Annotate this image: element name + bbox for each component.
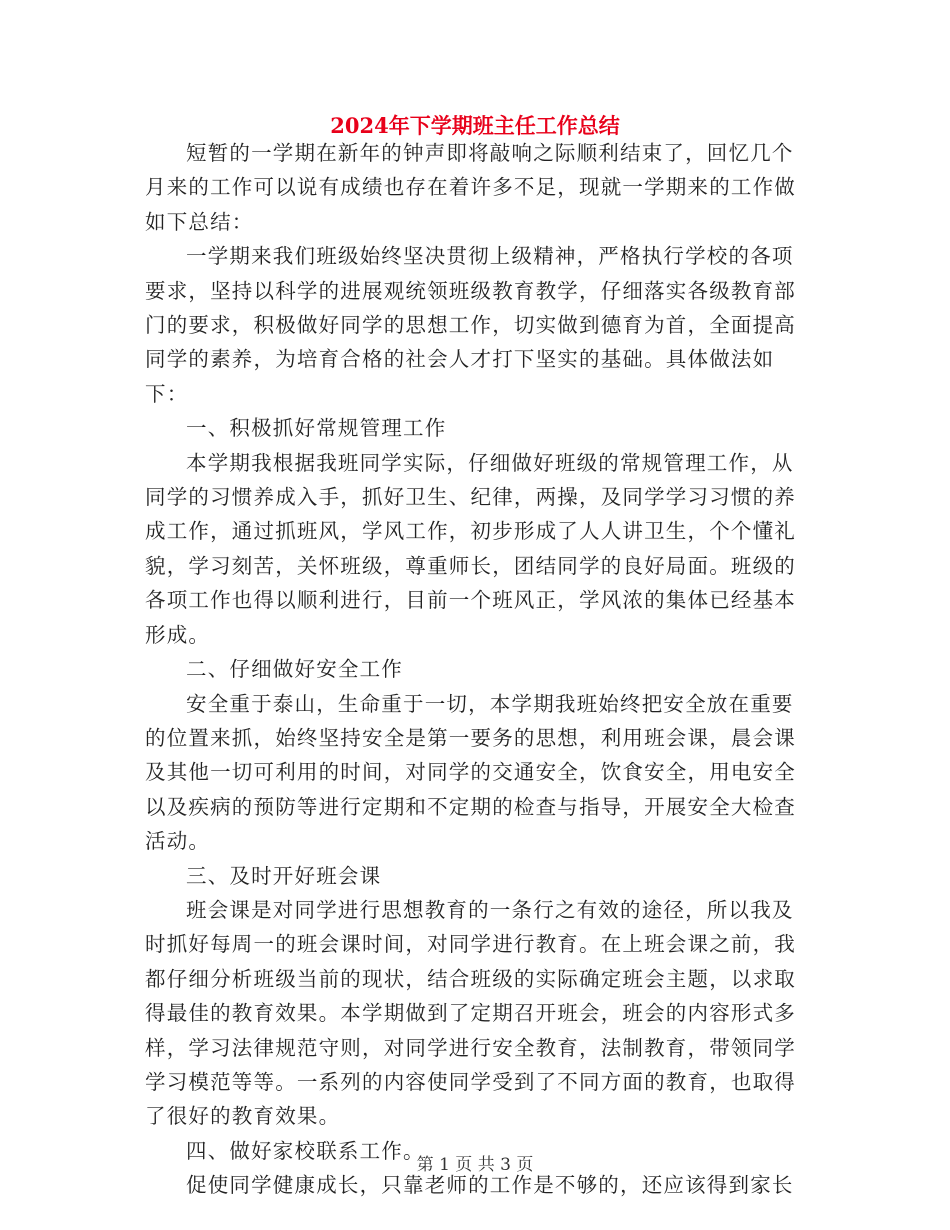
- paragraph-section-1: 本学期我根据我班同学实际，仔细做好班级的常规管理工作，从同学的习惯养成入手，抓好卫生、纪律，两操，及同学学习习惯的养成工作，通过抓班风，学风工作，初步形成了人人讲卫生，个个懂礼貌，学习刻苦，关怀班级，尊重师长，团结同学的良好局面。班级的各项工作也得以顺利进行，目前一个班风正，学风浓的集体已经基本形成。: [145, 450, 796, 647]
- paragraph-section-4: 促使同学健康成长，只靠老师的工作是不够的，还应该得到家长: [186, 1173, 794, 1198]
- paragraph-section-2: 安全重于泰山，生命重于一切，本学期我班始终把安全放在重要的位置来抓，始终坚持安全是第一要务的思想，利用班会课，晨会课及其他一切可利用的时间，对同学的交通安全，饮食安全，用电安全以及疾病的预防等进行定期和不定期的检查与指导，开展安全大检查活动。: [145, 691, 796, 854]
- document-title: 2024年下学期班主任工作总结: [330, 113, 620, 138]
- paragraph-intro: 短暂的一学期在新年的钟声即将敲响之际顺利结束了，回忆几个月来的工作可以说有成绩也存在着许多不足，现就一学期来的工作做如下总结：: [145, 141, 796, 234]
- page-number: 第 1 页 共 3 页: [416, 1155, 534, 1175]
- section-heading-3: 三、及时开好班会课: [186, 863, 382, 888]
- section-heading-1: 一、积极抓好常规管理工作: [186, 416, 447, 441]
- paragraph-section-3: 班会课是对同学进行思想教育的一条行之有效的途径，所以我及时抓好每周一的班会课时间，对同学进行教育。在上班会课之前，我都仔细分析班级当前的现状，结合班级的实际确定班会主题，以求取得最佳的教育效果。本学期做到了定期召开班会，班会的内容形式多样，学习法律规范守则，对同学进行安全教育，法制教育，带领同学学习模范等等。一系列的内容使同学受到了不同方面的教育，也取得了很好的教育效果。: [145, 897, 796, 1129]
- document-body: [145, 136, 805, 1203]
- paragraph-overview: 一学期来我们班级始终坚决贯彻上级精神，严格执行学校的各项要求，坚持以科学的进展观统领班级教育教学，仔细落实各级教育部门的要求，积极做好同学的思想工作，切实做到德育为首，全面提高同学的素养，为培育合格的社会人才打下坚实的基础。具体做法如下：: [145, 244, 796, 406]
- section-heading-2: 二、仔细做好安全工作: [186, 657, 403, 682]
- section-heading-4: 四、做好家校联系工作。: [186, 1138, 425, 1163]
